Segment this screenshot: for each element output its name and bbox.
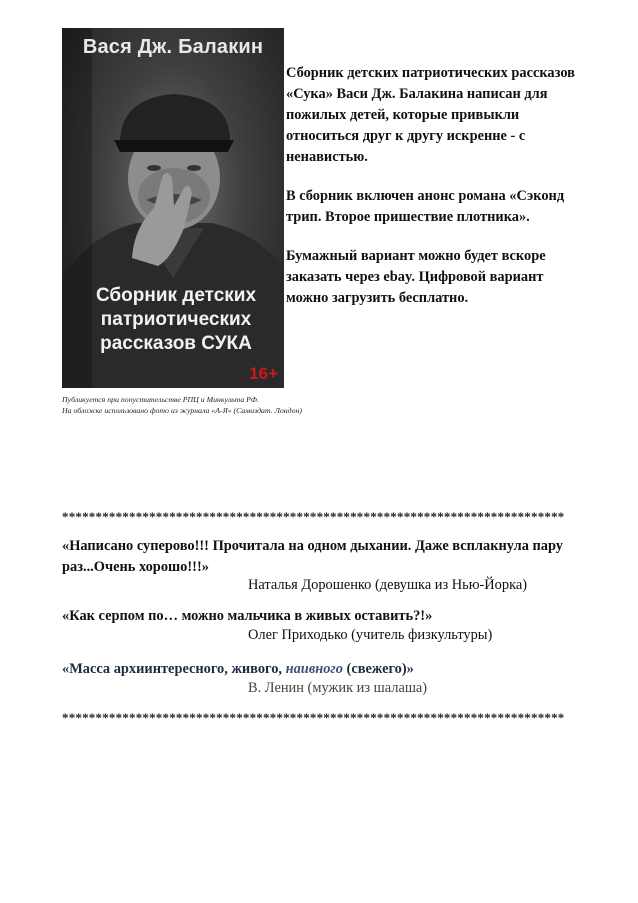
cover-title-line: Сборник детских xyxy=(95,285,257,306)
review-author: Наталья Дорошенко (девушка из Нью-Йорка) xyxy=(248,577,528,593)
credit-line: Публикуется при попустительстве РПЦ и Минкульта РФ. xyxy=(62,395,259,404)
cover-title-line: рассказов СУКА xyxy=(100,333,252,354)
separator-bottom: *************************************************************************** xyxy=(62,710,565,725)
review-quote xyxy=(62,659,572,680)
description-paragraph: Бумажный вариант можно будет вскоре заказать через ebay. Цифровой вариант можно загрузить бесплатно. xyxy=(286,248,546,306)
review-quote-text: (свежего)» xyxy=(342,661,414,677)
age-rating-badge: 16+ xyxy=(249,364,278,383)
review-quote-text: «Масса архиинтересного, живого, xyxy=(62,661,286,677)
credit-line: На обложке использовано фото из журнала «А-Я» (Самиздат. Лондон) xyxy=(62,406,302,415)
cover-credits xyxy=(62,394,362,416)
cover-title xyxy=(76,284,276,356)
review-quote-emphasis: наивного xyxy=(285,661,343,677)
review-author: Олег Приходько (учитель физкультуры) xyxy=(248,627,493,643)
cover-title-line: патриотических xyxy=(100,309,252,330)
description-paragraph: Сборник детских патриотических рассказов «Сука» Васи Дж. Балакина написан для пожилых детей, которые привыкли относиться друг к другу искренне - с ненавистью. xyxy=(286,65,575,165)
review-author: В. Ленин (мужик из шалаша) xyxy=(248,680,428,696)
description-paragraph: В сборник включен анонс романа «Сэконд трип. Второе пришествие плотника». xyxy=(286,188,565,225)
separator-top: *************************************************************************** xyxy=(62,509,565,524)
review-quote: «Как серпом по… можно мальчика в живых оставить?!» xyxy=(62,608,433,624)
book-description xyxy=(286,63,586,327)
review-quote: «Написано суперово!!! Прочитала на одном дыхании. Даже всплакнула пару раз...Очень хорошо!!!» xyxy=(62,538,563,575)
cover-author-name: Вася Дж. Балакин xyxy=(82,36,264,58)
book-cover xyxy=(62,28,284,388)
